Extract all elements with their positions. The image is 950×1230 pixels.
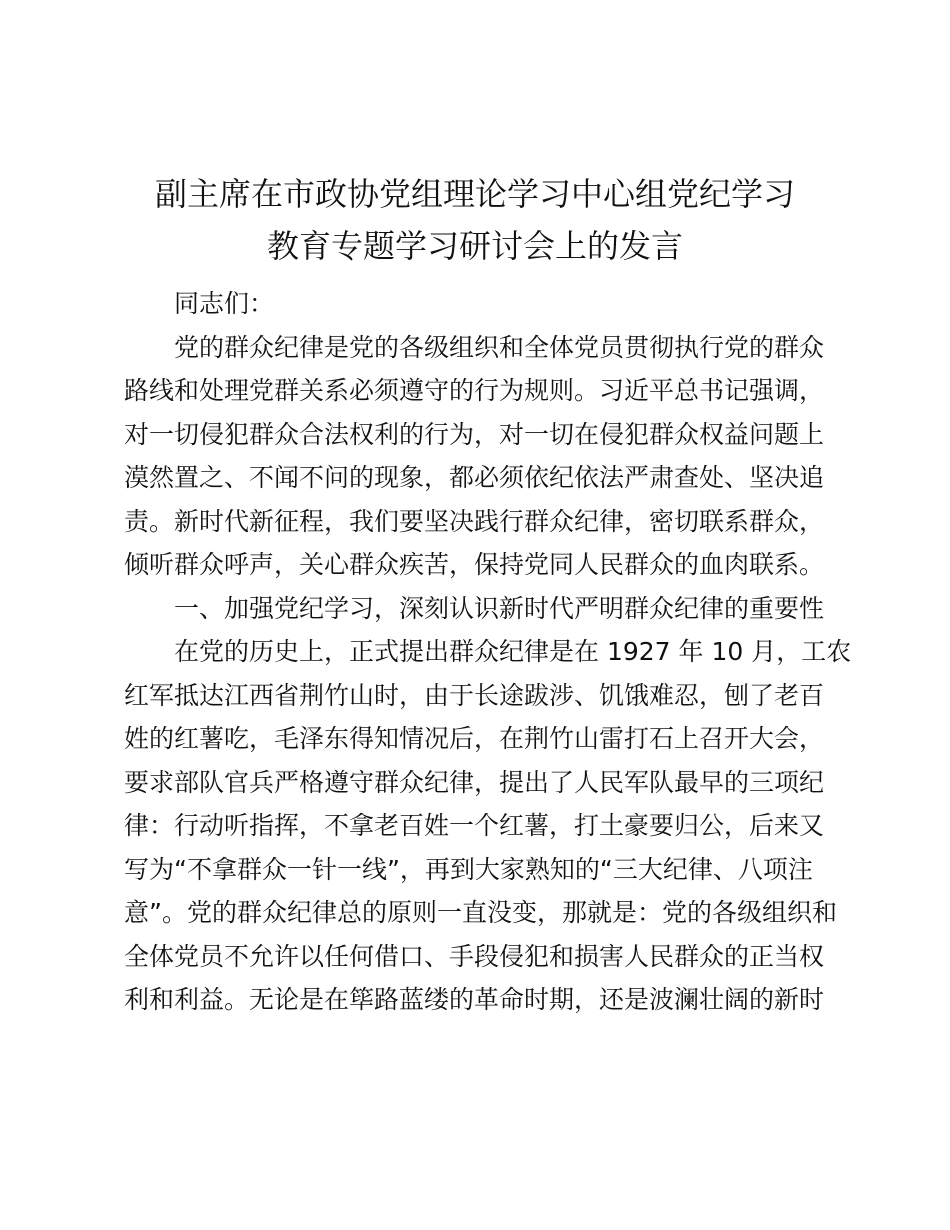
paragraph-line: 写为“不拿群众一针一线”，再到大家熟知的“三大纪律、八项注 [124, 854, 813, 884]
paragraph-1 [124, 326, 836, 587]
title-line-2: 教育专题学习研讨会上的发言 [266, 227, 683, 265]
document-body [124, 282, 852, 1022]
paragraph-line: 漠然置之、不闻不问的现象，都必须依纪依法严肃查处、坚决追 [124, 463, 825, 492]
paragraph-line: 对一切侵犯群众合法权利的行为，对一切在侵犯群众权益问题上 [124, 419, 825, 449]
paragraph-line: 倾听群众呼声，关心群众疾苦，保持党同人民群众的血肉联系。 [124, 550, 825, 579]
paragraph-line: 律：行动听指挥，不拿老百姓一个红薯，打土豪要归公，后来又 [124, 811, 825, 840]
paragraph-line: 全体党员不允许以任何借口、手段侵犯和损害人民群众的正当权 [124, 941, 825, 971]
paragraph-line: 责。新时代新征程，我们要坚决践行群众纪律，密切联系群众， [124, 506, 825, 536]
section-heading-text: 一、加强党纪学习，深刻认识新时代严明群众纪律的重要性 [174, 593, 825, 623]
salutation [124, 282, 836, 326]
paragraph-line: 红军抵达江西省荆竹山时，由于长途跋涉、饥饿难忍，刨了老百 [124, 680, 825, 710]
title-line-1: 副主席在市政协党组理论学习中心组党纪学习 [154, 175, 795, 213]
paragraph-line: 意”。党的群众纪律总的原则一直没变，那就是：党的各级组织和 [124, 898, 837, 927]
paragraph-line: 路线和处理党群关系必须遵守的行为规则。习近平总书记强调， [124, 376, 825, 405]
paragraph-2 [124, 630, 852, 1022]
section-heading-1 [124, 587, 836, 631]
paragraph-line: 要求部队官兵严格遵守群众纪律，提出了人民军队最早的三项纪 [124, 767, 825, 797]
salutation-text: 同志们： [174, 289, 275, 318]
paragraph-line: 党的群众纪律是党的各级组织和全体党员贯彻执行党的群众 [174, 332, 825, 362]
paragraph-line: 姓的红薯吃，毛泽东得知情况后，在荆竹山雷打石上召开大会， [124, 724, 825, 753]
document-title [120, 168, 830, 272]
paragraph-line: 在党的历史上，正式提出群众纪律是在 1927 年 10 月，工农 [174, 637, 852, 666]
paragraph-line: 利和利益。无论是在筚路蓝缕的革命时期，还是波澜壮阔的新时 [124, 985, 825, 1014]
